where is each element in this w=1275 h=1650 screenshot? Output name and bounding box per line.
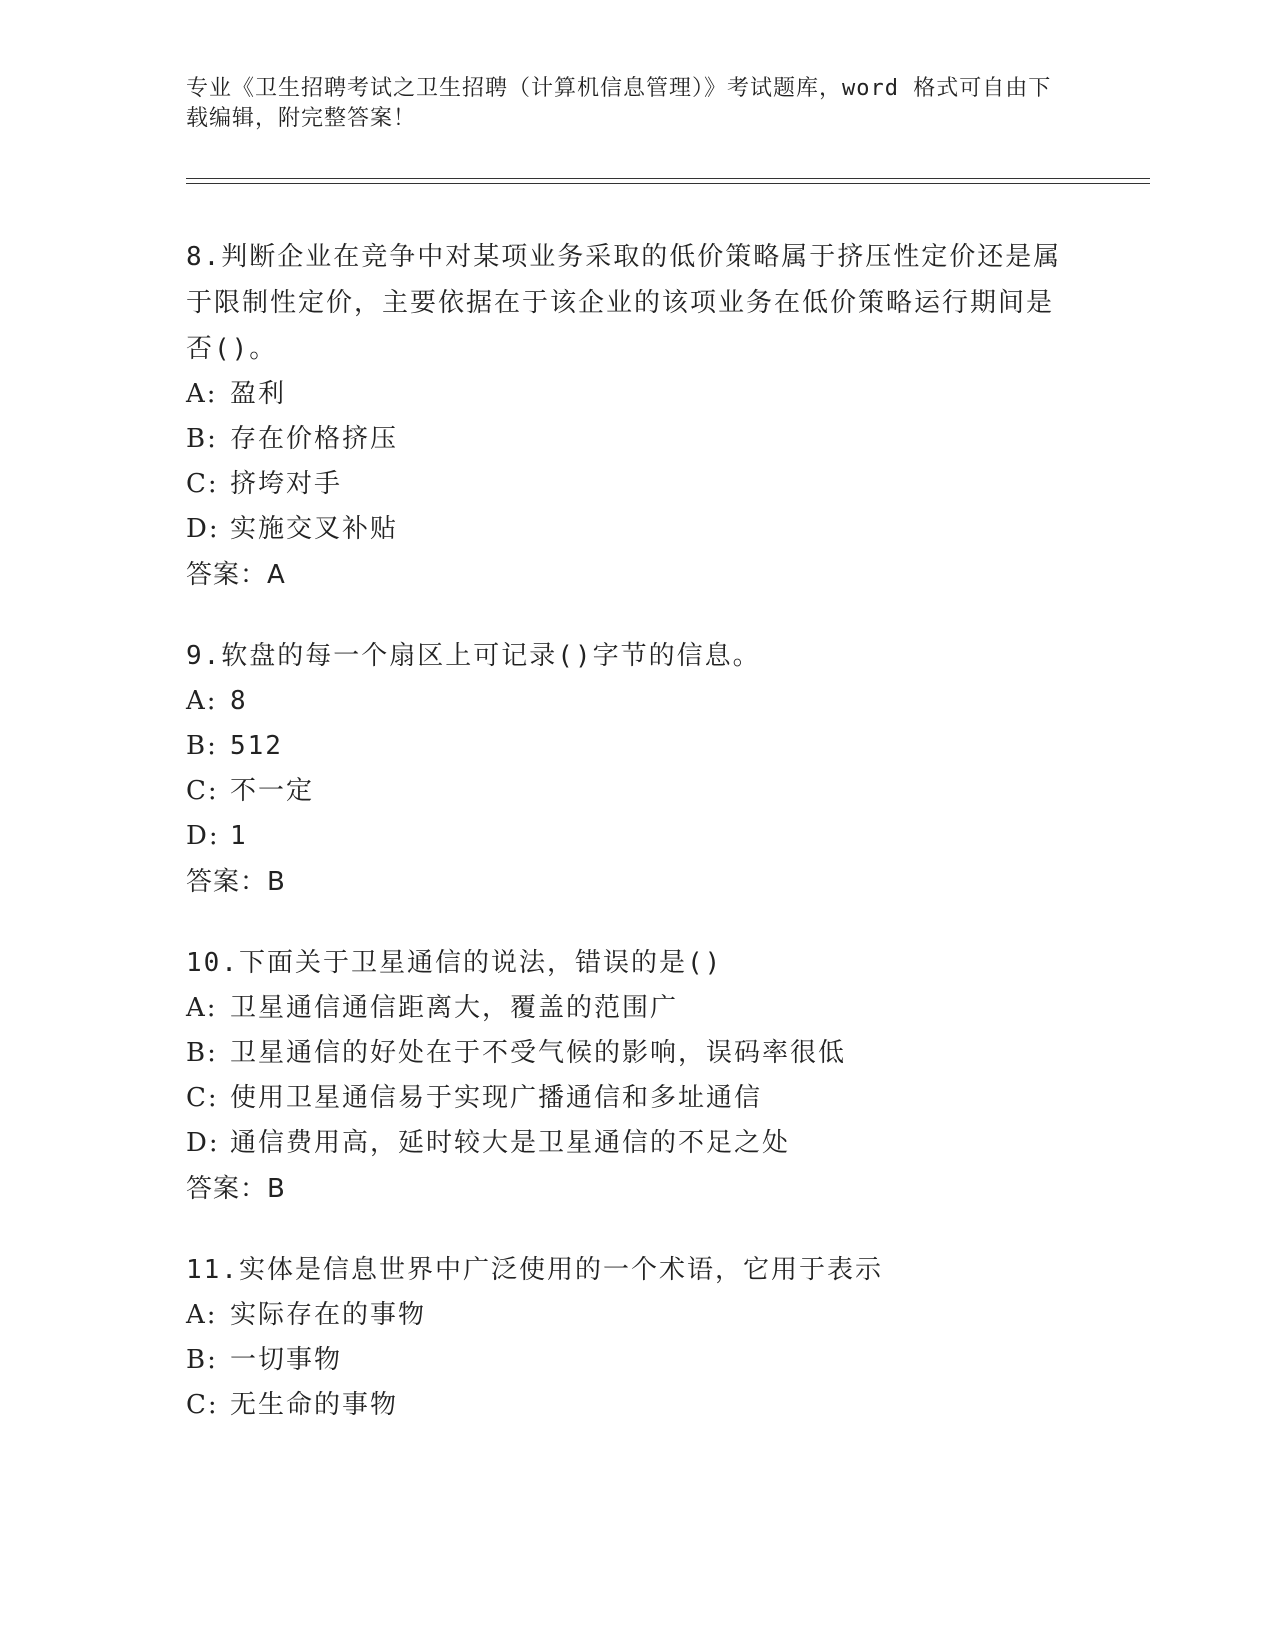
answer-label: 答案： — [186, 1174, 268, 1204]
option-letter: B: — [186, 1345, 218, 1375]
answer-label: 答案： — [186, 560, 268, 590]
option-text: 存在价格挤压 — [230, 424, 399, 454]
header-divider-top — [186, 178, 1150, 179]
option-letter: A: — [186, 1300, 218, 1330]
option-text: 一切事物 — [230, 1345, 343, 1375]
answer-value: B — [267, 1174, 286, 1204]
option-text: 盈利 — [230, 379, 287, 409]
option-text: 8 — [230, 686, 248, 716]
option-a — [186, 1293, 1076, 1338]
option-letter: A: — [186, 686, 218, 716]
answer-value: B — [267, 867, 286, 897]
option-letter: C: — [186, 776, 219, 806]
option-b — [186, 724, 1076, 769]
answer-line — [186, 859, 1076, 905]
answer-label: 答案： — [186, 867, 268, 897]
option-d — [186, 507, 1076, 552]
option-letter: A: — [186, 379, 218, 409]
option-d — [186, 1121, 1076, 1166]
option-letter: B: — [186, 1038, 218, 1068]
answer-line — [186, 552, 1076, 598]
question-9 — [186, 633, 1076, 905]
option-letter: B: — [186, 424, 218, 454]
option-b — [186, 1031, 1076, 1076]
option-text: 卫星通信通信距离大，覆盖的范围广 — [230, 993, 679, 1023]
option-text: 不一定 — [230, 776, 315, 806]
option-b — [186, 1338, 1076, 1383]
question-11 — [186, 1247, 1076, 1428]
option-letter: C: — [186, 1083, 219, 1113]
option-a — [186, 372, 1076, 417]
question-list — [186, 234, 1076, 1463]
option-c — [186, 1076, 1076, 1121]
option-letter: D: — [186, 821, 220, 851]
question-stem: 10.下面关于卫星通信的说法，错误的是() — [186, 948, 723, 978]
question-10 — [186, 940, 1076, 1212]
option-text: 通信费用高，延时较大是卫星通信的不足之处 — [230, 1128, 791, 1158]
header-divider-bottom — [186, 183, 1150, 184]
answer-value: A — [267, 560, 286, 590]
option-letter: B: — [186, 731, 218, 761]
option-letter: C: — [186, 1390, 219, 1420]
option-text: 使用卫星通信易于实现广播通信和多址通信 — [230, 1083, 763, 1113]
option-c — [186, 462, 1076, 507]
option-a — [186, 986, 1076, 1031]
option-text: 实施交叉补贴 — [230, 514, 399, 544]
option-text: 512 — [230, 731, 283, 761]
document-header: 专业《卫生招聘考试之卫生招聘（计算机信息管理）》考试题库，word 格式可自由下载编辑，附完整答案！ — [186, 76, 1052, 131]
option-b — [186, 417, 1076, 462]
option-letter: D: — [186, 1128, 220, 1158]
option-letter: D: — [186, 514, 220, 544]
question-8 — [186, 234, 1076, 598]
option-c — [186, 769, 1076, 814]
question-stem: 9.软盘的每一个扇区上可记录()字节的信息。 — [186, 641, 761, 671]
option-a — [186, 679, 1076, 724]
option-text: 无生命的事物 — [230, 1390, 399, 1420]
option-letter: C: — [186, 469, 219, 499]
answer-line — [186, 1166, 1076, 1212]
option-c — [186, 1383, 1076, 1428]
option-text: 1 — [230, 821, 248, 851]
option-d — [186, 814, 1076, 859]
option-text: 卫星通信的好处在于不受气候的影响，误码率很低 — [230, 1038, 847, 1068]
question-stem: 8.判断企业在竞争中对某项业务采取的低价策略属于挤压性定价还是属于限制性定价，主要依据在于该企业的该项业务在低价策略运行期间是否()。 — [186, 242, 1062, 364]
option-text: 实际存在的事物 — [230, 1300, 427, 1330]
question-stem: 11.实体是信息世界中广泛使用的一个术语，它用于表示 — [186, 1255, 883, 1285]
option-text: 挤垮对手 — [230, 469, 343, 499]
option-letter: A: — [186, 993, 218, 1023]
